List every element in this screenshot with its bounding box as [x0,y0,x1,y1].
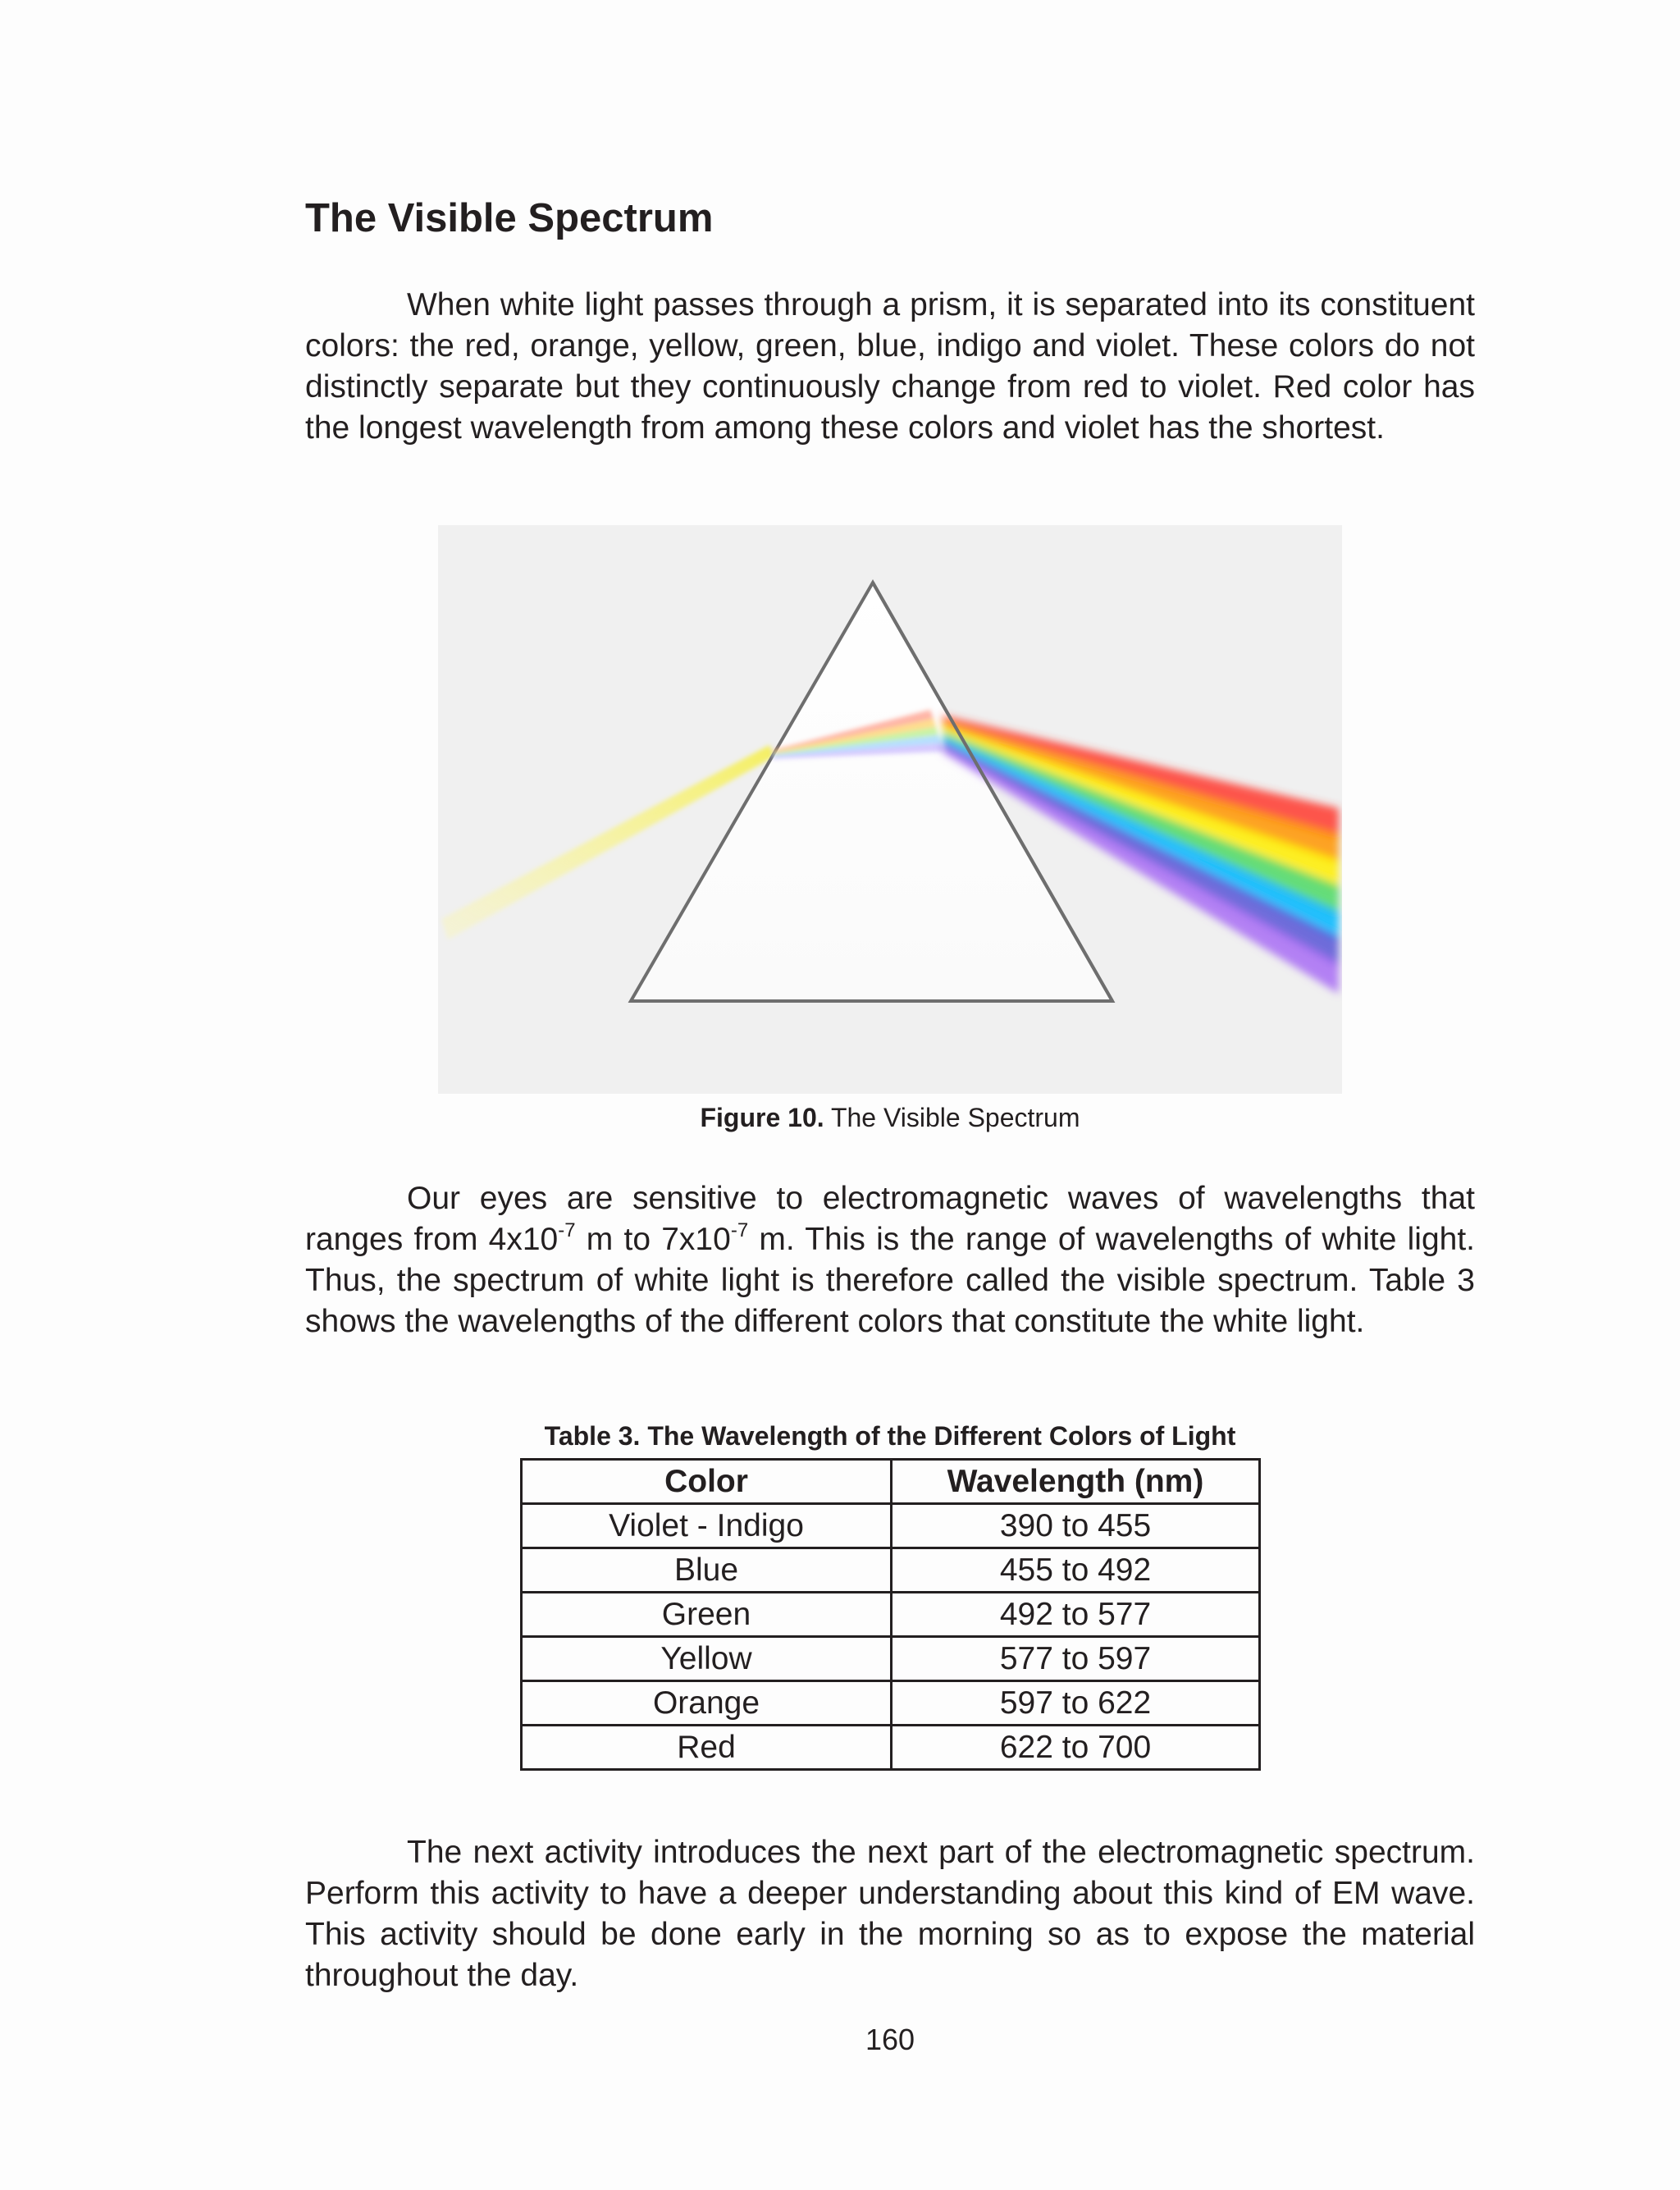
prism-figure [438,525,1342,1094]
wavelength-cell: 597 to 622 [892,1681,1260,1726]
wavelength-paragraph [305,1178,1475,1342]
figure-caption [438,1103,1342,1133]
table-row [522,1637,1260,1681]
color-cell: Red [522,1726,892,1770]
figure-caption-text: The Visible Spectrum [824,1103,1080,1132]
wavelength-table [520,1458,1261,1771]
color-cell: Green [522,1593,892,1637]
wavelength-text-3: m. This is the range of wavelengths of white light. Thus, the spectrum of white light is therefore called the visible spectrum. Table 3 shows the wavelengths of the different colors that constitute the white light. [305,1222,1475,1339]
wavelength-text-1: Our eyes are sensitive to electromagnetic waves of wavelengths that ranges from 4x10 [305,1181,1475,1257]
table-row [522,1726,1260,1770]
page-number: 160 [865,2023,915,2056]
color-cell: Orange [522,1681,892,1726]
prism-illustration [438,525,1342,1094]
section-heading: The Visible Spectrum [305,196,714,240]
table-header-row [522,1460,1260,1504]
header-wavelength: Wavelength (nm) [892,1460,1260,1504]
table-row [522,1504,1260,1548]
wavelength-cell: 455 to 492 [892,1548,1260,1593]
wavelength-cell: 577 to 597 [892,1637,1260,1681]
table-row [522,1681,1260,1726]
table-row [522,1593,1260,1637]
wavelength-cell: 622 to 700 [892,1726,1260,1770]
table-title: Table 3. The Wavelength of the Different Colors of Light [544,1421,1236,1451]
header-color: Color [522,1460,892,1504]
figure-label: Figure 10. [700,1103,824,1132]
intro-paragraph: When white light passes through a prism, it is separated into its constituent colors: the red, orange, yellow, green, blue, indigo and violet. These colors do not distinctly separate but they continuously change from red to violet. Red color has the longest wavelength from among these colors and violet has the shortest. [305,287,1475,446]
wavelength-cell: 492 to 577 [892,1593,1260,1637]
wavelength-text-2: m to 7x10 [575,1222,731,1257]
table-row [522,1548,1260,1593]
color-cell: Violet - Indigo [522,1504,892,1548]
wavelength-cell: 390 to 455 [892,1504,1260,1548]
color-cell: Yellow [522,1637,892,1681]
exponent-1: -7 [558,1219,576,1241]
exponent-2: -7 [730,1219,749,1241]
next-activity-paragraph: The next activity introduces the next part of the electromagnetic spectrum. Perform this activity to have a deeper understanding about this kind of EM wave. This activity should be done early in the morning so as to expose the material throughout the day. [305,1835,1475,1993]
color-cell: Blue [522,1548,892,1593]
